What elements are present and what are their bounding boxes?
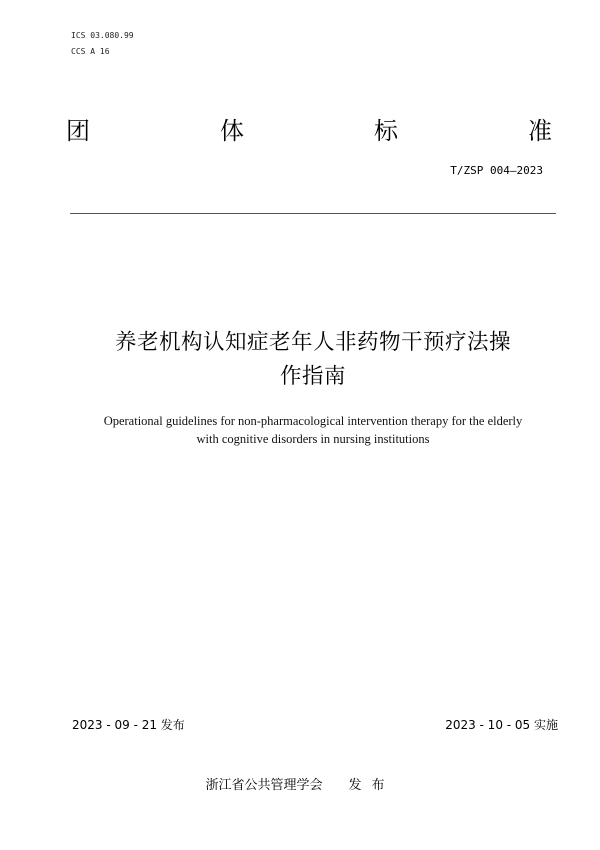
ics-code: ICS 03.080.99	[71, 31, 134, 40]
publisher-line	[0, 776, 600, 796]
chinese-title-line-2: 作指南	[279, 364, 346, 389]
english-title-line-2: with cognitive disorders in nursing institutions	[196, 432, 430, 446]
chinese-title	[70, 326, 556, 394]
standard-type-char: 准	[528, 117, 552, 145]
publisher-organization: 浙江省公共管理学会	[205, 778, 323, 793]
english-title	[60, 412, 566, 448]
classification-codes	[71, 28, 134, 60]
standard-type-char: 体	[220, 117, 244, 145]
issue-date: 2023 - 09 - 21 发布	[72, 718, 185, 732]
implementation-date: 2023 - 10 - 05 实施	[445, 718, 558, 732]
date-row	[72, 716, 558, 734]
standard-type-heading	[66, 114, 552, 148]
header-divider	[70, 213, 556, 214]
standard-type-char: 团	[66, 117, 90, 145]
standard-number: T/ZSP 004—2023	[450, 164, 543, 177]
ccs-code: CCS A 16	[71, 47, 110, 56]
publisher-issued-label: 发布	[348, 778, 395, 793]
chinese-title-line-1: 养老机构认知症老年人非药物干预疗法操	[114, 330, 511, 355]
standard-type-char: 标	[374, 117, 398, 145]
english-title-line-1: Operational guidelines for non-pharmacological intervention therapy for the elderly	[103, 414, 523, 428]
